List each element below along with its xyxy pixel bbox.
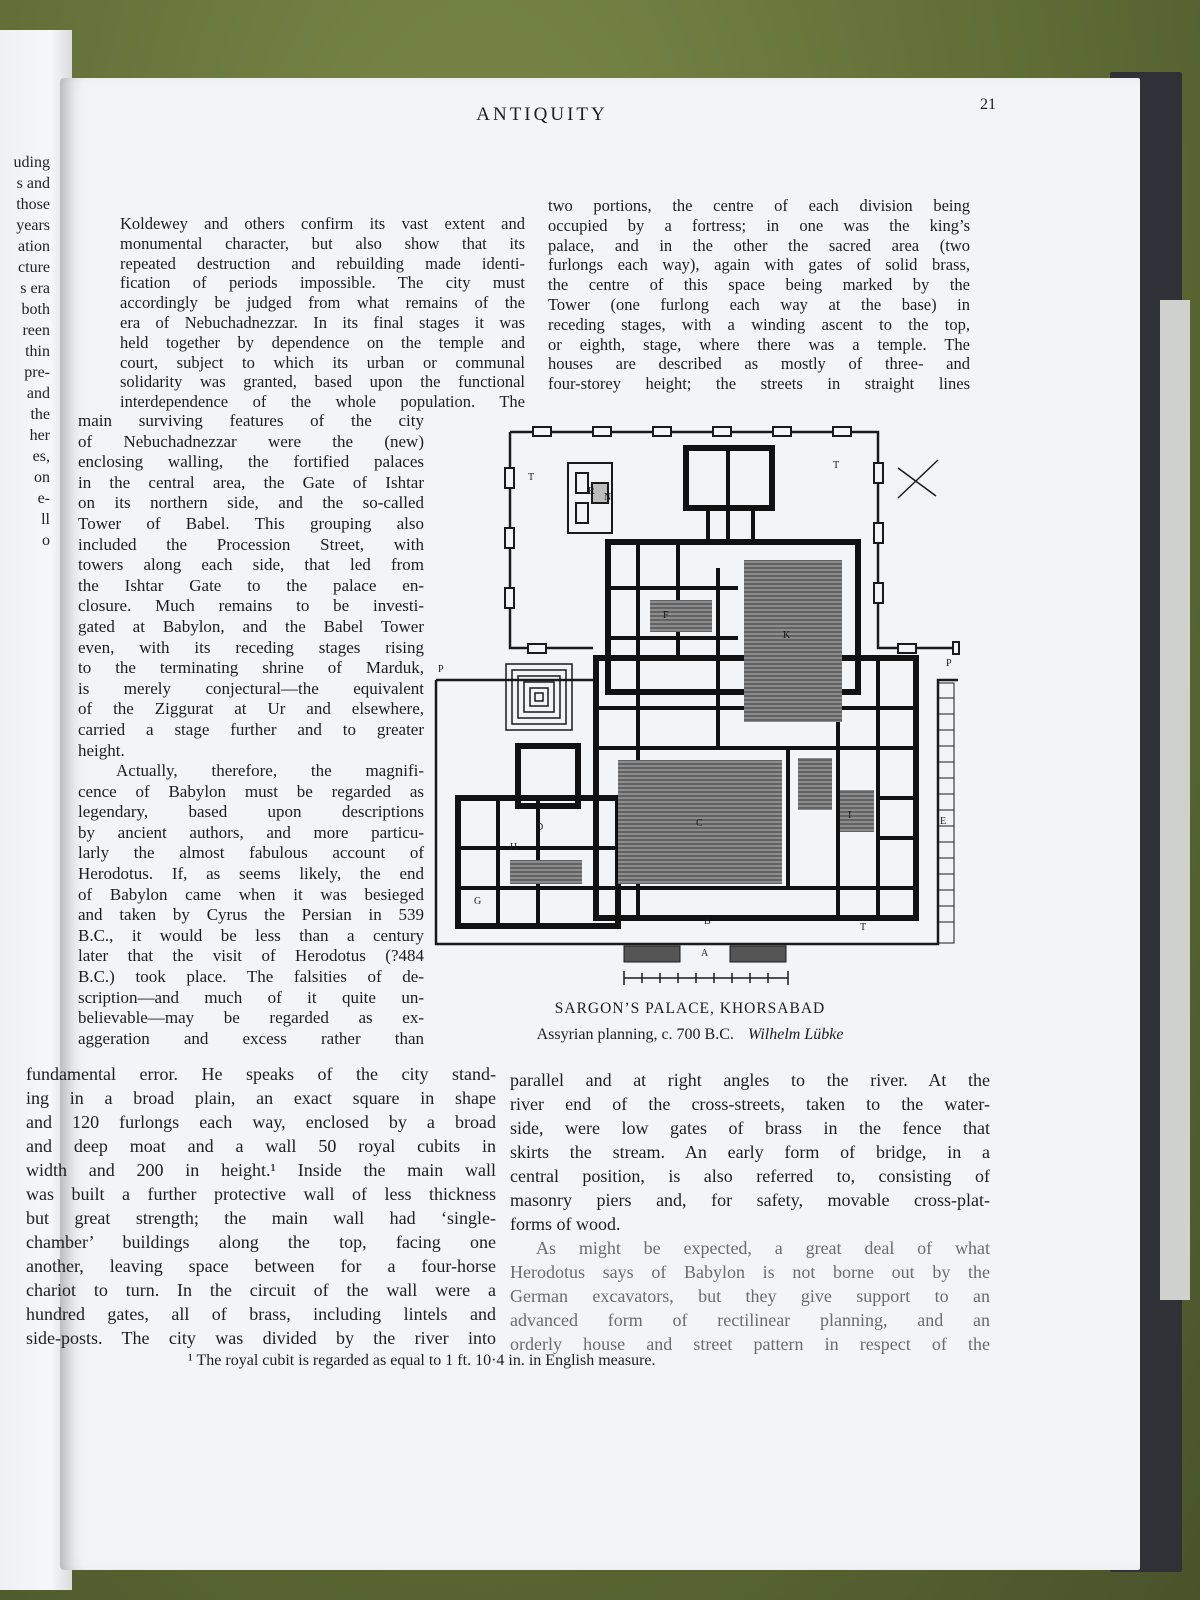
plan-label-g: G <box>474 896 482 907</box>
plan-label-p1: P <box>438 664 444 675</box>
text-line: solidarity was granted, based upon the functional <box>120 372 525 392</box>
text-line: held together by dependence on the temple and <box>120 332 525 352</box>
text-line: towers along each side, that led from <box>78 555 424 575</box>
ramp-stairs <box>938 683 954 943</box>
text-line: of the Ziggurat at Ur and elsewhere, <box>78 699 424 719</box>
text-line: of Nebuchadnezzar were the (new) <box>78 431 424 451</box>
text-line: legendary, based upon descriptions <box>78 802 424 822</box>
text-line: parallel and at right angles to the river. At the <box>510 1070 990 1090</box>
text-line: aggeration and excess rather than <box>78 1028 424 1048</box>
text-line: B.C., it would be less than a century <box>78 925 424 945</box>
text-line: and 120 furlongs each way, enclosed by a broad <box>26 1112 496 1132</box>
left-page-fragment: and <box>26 385 50 402</box>
text-line: chamber’ buildings along the top, facing one <box>26 1232 496 1252</box>
palace-floor-plan <box>428 418 960 994</box>
text-line: scription—and much of it quite un- <box>78 987 424 1007</box>
text-line: chariot to turn. In the circuit of the wall were a <box>26 1280 496 1300</box>
text-line: Actually, therefore, the magnifi- <box>116 761 424 781</box>
plan-label-f: F <box>663 610 669 621</box>
text-column-beside-figure <box>78 411 424 1049</box>
plan-label-t3: T <box>860 922 867 933</box>
text-line: accordingly be judged from what remains of the <box>120 293 525 313</box>
text-line: orderly house and street pattern in respect of the <box>510 1334 990 1354</box>
north-arrow <box>898 460 938 498</box>
text-line: As might be expected, a great deal of what <box>536 1238 990 1258</box>
page-stack-edge <box>1160 300 1190 1300</box>
text-line: in the central area, the Gate of Ishtar <box>78 472 424 492</box>
text-line: height. <box>78 740 125 760</box>
text-line: era of Nebuchadnezzar. In its final stages it was <box>120 312 525 332</box>
text-line: was built a further protective wall of less thickness <box>26 1184 496 1204</box>
figure-caption-subtitle <box>498 1026 882 1044</box>
plan-label-c: C <box>696 818 703 829</box>
text-line: Herodotus says of Babylon is not borne out by the <box>510 1262 990 1282</box>
text-line: court, subject to which its urban or communal <box>120 352 525 372</box>
text-line: and deep moat and a wall 50 royal cubits in <box>26 1136 496 1156</box>
figure-caption-credit: Wilhelm Lübke <box>747 1026 844 1043</box>
text-line: gated at Babylon, and the Babel Tower <box>78 616 424 636</box>
left-page-fragment: s and <box>16 175 50 192</box>
text-line: fication of periods impossible. The city must <box>120 273 525 293</box>
text-line: occupied by a fortress; in one was the king’s <box>548 215 970 235</box>
text-line: monumental character, but also show that its <box>120 233 525 253</box>
scale-bar <box>624 971 788 985</box>
text-column-bottom-right <box>510 1068 990 1356</box>
text-line: to the terminating shrine of Marduk, <box>78 658 424 678</box>
plan-label-a: A <box>701 948 709 959</box>
text-line: receding stages, with a winding ascent to the top, <box>548 314 970 334</box>
text-line: river end of the cross-streets, taken to the water- <box>510 1094 990 1114</box>
text-line: houses are described as mostly of three- and <box>548 354 970 374</box>
left-page-fragment: reen <box>22 322 50 339</box>
text-line: closure. Much remains to be investi- <box>78 596 424 616</box>
ziggurat <box>506 664 572 730</box>
figure-caption-date: Assyrian planning, c. 700 B.C. <box>536 1026 734 1043</box>
left-page-fragment: those <box>16 196 50 213</box>
text-line: Herodotus. If, as seems likely, the end <box>78 864 424 884</box>
plan-label-r: R <box>588 486 595 497</box>
text-line: repeated destruction and rebuilding made identi- <box>120 253 525 273</box>
plan-label-t1: T <box>528 472 535 483</box>
plan-label-h: H <box>510 842 518 853</box>
text-line: the centre of this space being marked by the <box>548 275 970 295</box>
text-line: two portions, the centre of each division being <box>548 196 970 215</box>
plan-label-e: E <box>940 816 947 827</box>
text-line: central position, is also referred to, consisting of <box>510 1166 990 1186</box>
text-line: Tower of Babel. This grouping also <box>78 513 424 533</box>
text-line: main surviving features of the city <box>78 411 424 430</box>
left-page-fragment: years <box>16 217 50 234</box>
plan-label-d: D <box>536 822 544 833</box>
text-line: German excavators, but they give support to an <box>510 1286 990 1306</box>
left-page-fragment: uding <box>13 154 50 171</box>
text-line: Koldewey and others confirm its vast extent and <box>120 214 525 233</box>
plan-label-k: K <box>783 630 791 641</box>
left-page-fragment: cture <box>18 259 50 276</box>
footnote: ¹ The royal cubit is regarded as equal to 1 ft. 10·4 in. in English measure. <box>188 1352 656 1369</box>
left-page-fragment: on <box>34 469 50 486</box>
plan-label-i: I <box>848 810 852 821</box>
text-line: but great strength; the main wall had ‘single- <box>26 1208 496 1228</box>
text-line: another, leaving space between for a four-horse <box>26 1256 496 1276</box>
text-column-bottom-left <box>26 1062 496 1350</box>
text-line: masonry piers and, for safety, movable cross-plat- <box>510 1190 990 1210</box>
text-line: palace, and in the other the sacred area (two <box>548 235 970 255</box>
text-column-top-left <box>120 214 525 412</box>
left-page-fragment: s era <box>20 280 50 297</box>
hatched-courts <box>510 560 874 884</box>
text-line: Tower (one furlong each way at the base) in <box>548 294 970 314</box>
text-line: forms of wood. <box>510 1214 621 1234</box>
left-page-fragment: o <box>42 532 50 549</box>
text-line: side-posts. The city was divided by the river into <box>26 1328 496 1348</box>
left-page-fragment: e- <box>37 490 50 507</box>
text-line: hundred gates, all of brass, including lintels and <box>26 1304 496 1324</box>
plan-label-n: N <box>604 492 612 503</box>
text-line: B.C.) took place. The falsities of de- <box>78 967 424 987</box>
text-line: ing in a broad plain, an exact square in shape <box>26 1088 496 1108</box>
text-line: fundamental error. He speaks of the city stand- <box>26 1064 496 1084</box>
text-line: or eighth, stage, where there was a temple. The <box>548 334 970 354</box>
text-line: cence of Babylon must be regarded as <box>78 781 424 801</box>
text-line: furlongs each way), again with gates of solid brass, <box>548 255 970 275</box>
text-line: by ancient authors, and more particu- <box>78 822 424 842</box>
left-page-fragment: pre- <box>24 364 50 381</box>
text-line: advanced form of rectilinear planning, and an <box>510 1310 990 1330</box>
plan-label-b: B <box>704 916 711 927</box>
text-line: and taken by Cyrus the Persian in 539 <box>78 905 424 925</box>
left-page-fragment: both <box>21 301 50 318</box>
text-line: is merely conjectural—the equivalent <box>78 678 424 698</box>
text-line: enclosing walling, the fortified palaces <box>78 452 424 472</box>
left-page-fragment: thin <box>25 343 50 360</box>
left-page-fragment: the <box>30 406 50 423</box>
text-line: even, with its receding stages rising <box>78 637 424 657</box>
text-line: included the Procession Street, with <box>78 534 424 554</box>
running-header: ANTIQUITY <box>476 104 608 125</box>
text-line: four-storey height; the streets in straight lines <box>548 374 970 394</box>
text-line: carried a stage further and to greater <box>78 719 424 739</box>
text-line: larly the almost fabulous account of <box>78 843 424 863</box>
plan-label-p2: P <box>946 658 952 669</box>
text-column-top-right <box>548 196 970 394</box>
text-line: later that the visit of Herodotus (?484 <box>78 946 424 966</box>
text-line: skirts the stream. An early form of bridge, in a <box>510 1142 990 1162</box>
left-page-fragment: her <box>29 427 50 444</box>
text-line: width and 200 in height.¹ Inside the main wall <box>26 1160 496 1180</box>
page-number: 21 <box>980 96 996 113</box>
text-line: believable—may be regarded as ex- <box>78 1008 424 1028</box>
plan-label-t2: T <box>833 460 840 471</box>
left-page-fragment: es, <box>32 448 50 465</box>
text-line: side, were low gates of brass in the fence that <box>510 1118 990 1138</box>
left-page-fragment: ll <box>41 511 50 528</box>
text-line: on its northern side, and the so-called <box>78 493 424 513</box>
text-line: the Ishtar Gate to the palace en- <box>78 575 424 595</box>
figure-caption-title: SARGON’S PALACE, KHORSABAD <box>554 1000 826 1017</box>
left-page-fragment: ation <box>18 238 50 255</box>
text-line: of Babylon came when it was besieged <box>78 884 424 904</box>
text-line: interdependence of the whole population. The <box>120 392 525 412</box>
